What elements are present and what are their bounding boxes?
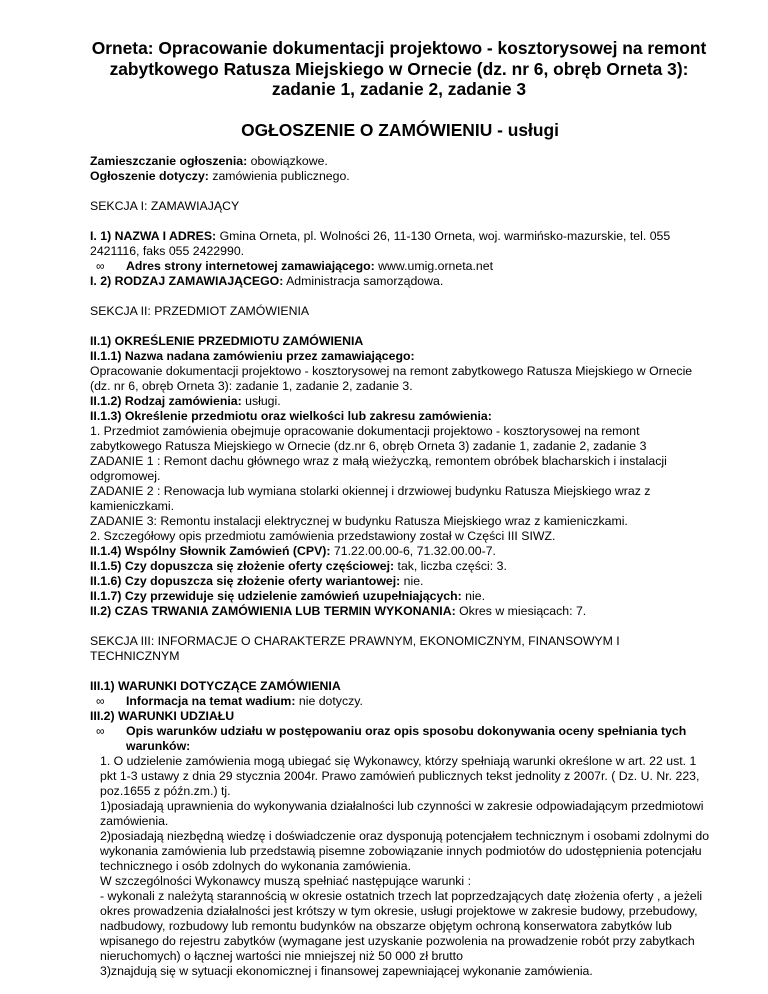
order-name-heading: II.1.1) Nazwa nadana zamówieniu przez zamawiającego: [90, 348, 415, 363]
conditions-description-heading: ∞ Opis warunków udziału w postępowaniu oraz opis sposobu dokonywania oceny spełniania tych warunków: [96, 723, 687, 753]
notice-concerns-line: Ogłoszenie dotyczy: zamówienia publicznego. [90, 168, 350, 183]
task-3: ZADANIE 3: Remontu instalacji elektrycznej w budynku Ratusza Miejskiego wraz z kamieniczkami. [90, 513, 628, 528]
condition-paragraph: 1)posiadają uprawnienia do wykonywania działalności lub czynności w zakresie odpowiadającym przedmiotowi zamówienia. [100, 798, 704, 828]
bullet-icon: ∞ [96, 693, 105, 708]
conditions-body [90, 754, 710, 979]
order-type: II.1.2) Rodzaj zamówienia: usługi. [90, 393, 281, 408]
duration-line: II.2) CZAS TRWANIA ZAMÓWIENIA LUB TERMIN WYKONANIA: Okres w miesiącach: 7. [90, 603, 587, 618]
section-3-header: SEKCJA III: INFORMACJE O CHARAKTERZE PRAWNYM, EKONOMICZNYM, FINANSOWYM I TECHNICZNYM [90, 633, 620, 663]
order-name: Opracowanie dokumentacji projektowo - kosztorysowej na remont zabytkowego Ratusza Miejskiego w Ornecie (dz. nr 6, obręb Orneta 3): zadanie 1, zadanie 2, zadanie 3. [90, 363, 693, 393]
section-1-header: SEKCJA I: ZAMAWIAJĄCY [90, 198, 240, 213]
condition-paragraph: 3)znajdują się w sytuacji ekonomicznej i finansowej zapewniającej wykonanie zamówienia. [100, 963, 593, 978]
cpv-line: II.1.4) Wspólny Słownik Zamówień (CPV): 71.22.00.00-6, 71.32.00.00-7. [90, 543, 496, 558]
notice-title: Orneta: Opracowanie dokumentacji projektowo - kosztorysowej na remont zabytkowego Ratusza Miejskiego w Ornecie (dz. nr 6, obręb Orneta 3): zadanie 1, zadanie 2, zadanie 3 [91, 38, 707, 99]
task-1: ZADANIE 1 : Remont dachu głównego wraz z małą wieżyczką, remontem obróbek blacharskich i instalacji odgromowej. [90, 453, 667, 483]
condition-paragraph: 1. O udzielenie zamówienia mogą ubiegać się Wykonawcy, którzy spełniają warunki określone w art. 22 ust. 1 pkt 1-3 ustawy z dnia 29 stycznia 2004r. Prawo zamówień publicznych tekst jednolity z 2007r. ( Dz. U. Nr. 223, poz.1655 z późn.zm.) tj. [100, 753, 700, 798]
website-line: ∞ Adres strony internetowej zamawiającego: www.umig.orneta.net [96, 258, 493, 273]
condition-paragraph: 2)posiadają niezbędną wiedzę i doświadczenie oraz dysponują potencjałem technicznym i osobami zdolnymi do wykonania zamówienia lub przedstawią pisemne zobowiązanie innych podmiotów do udostępnienia potencjału technicznego i osób zdolnych do wykonania zamówienia. [100, 828, 710, 873]
bullet-icon: ∞ [96, 723, 105, 738]
supplementary-line: II.1.7) Czy przewiduje się udzielenie zamówień uzupełniających: nie. [90, 588, 485, 603]
order-conditions-heading: III.1) WARUNKI DOTYCZĄCE ZAMÓWIENIA [90, 678, 341, 693]
section-2-header: SEKCJA II: PRZEDMIOT ZAMÓWIENIA [90, 303, 310, 318]
scope-details: 2. Szczegółowy opis przedmiotu zamówienia przedstawiony został w Części III SIWZ. [90, 528, 556, 543]
scope-heading: II.1.3) Określenie przedmiotu oraz wielkości lub zakresu zamówienia: [90, 408, 492, 423]
publication-line: Zamieszczanie ogłoszenia: obowiązkowe. [90, 153, 328, 168]
partial-offer-line: II.1.5) Czy dopuszcza się złożenie oferty częściowej: tak, liczba części: 3. [90, 558, 507, 573]
notice-subtitle: OGŁOSZENIE O ZAMÓWIENIU - usługi [241, 119, 559, 140]
subject-heading: II.1) OKREŚLENIE PRZEDMIOTU ZAMÓWIENIA [90, 333, 364, 348]
contracting-authority-name: I. 1) NAZWA I ADRES: Gmina Orneta, pl. Wolności 26, 11-130 Orneta, woj. warmińsko-mazurskie, tel. 055 2421116, faks 055 2422990. [90, 228, 671, 258]
scope-paragraph: 1. Przedmiot zamówienia obejmuje opracowanie dokumentacji projektowo - kosztorysowej na remont zabytkowego Ratusza Miejskiego w Ornecie (dz.nr 6, obręb Orneta 3) zadanie 1, zadanie 2, zadanie 3 [90, 423, 647, 453]
wadium-line: ∞ Informacja na temat wadium: nie dotyczy. [96, 693, 363, 708]
condition-paragraph: W szczególności Wykonawcy muszą spełniać następujące warunki : [100, 873, 472, 888]
task-2: ZADANIE 2 : Renowacja lub wymiana stolarki okiennej i drzwiowej budynku Ratusza Miejskiego wraz z kamieniczkami. [90, 483, 651, 513]
bullet-icon: ∞ [96, 258, 105, 273]
variant-offer-line: II.1.6) Czy dopuszcza się złożenie oferty wariantowej: nie. [90, 573, 424, 588]
authority-type: I. 2) RODZAJ ZAMAWIAJĄCEGO: Administracja samorządowa. [90, 273, 444, 288]
condition-paragraph: - wykonali z należytą starannością w okresie ostatnich trzech lat poprzedzających datę złożenia oferty , a jeżeli okres prowadzenia działalności jest krótszy w tym okresie, usługi projektowe w zakresie budowy, przebudowy, nadbudowy, rozbudowy lub remontu budynków na obszarze objętym ochroną konserwatora zabytków lub wpisanego do rejestru zabytków (wymagane jest uzyskanie pozwolenia na prowadzenie robót przy zabytkach nieruchomych) o łącznej wartości nie mniejszej niż 50 000 zł brutto [100, 888, 703, 963]
participation-heading: III.2) WARUNKI UDZIAŁU [90, 708, 235, 723]
